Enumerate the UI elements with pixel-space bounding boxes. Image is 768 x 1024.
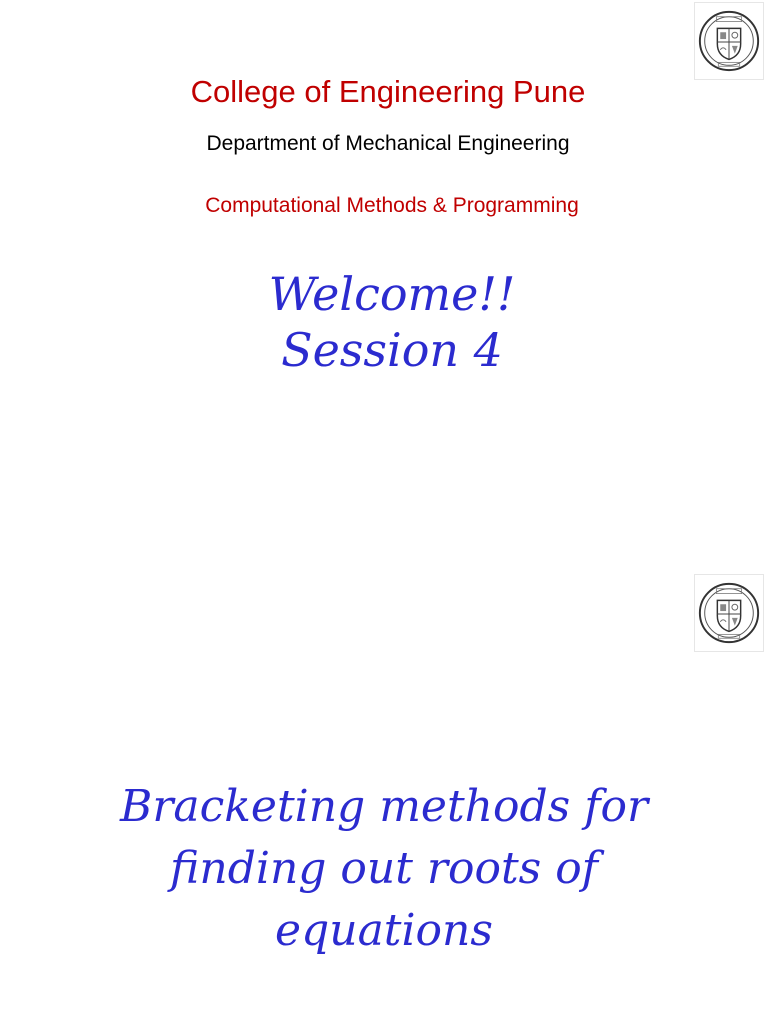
- welcome-heading: [0, 266, 768, 378]
- slide-topic: [0, 512, 768, 1024]
- topic-title-line: Bracketing methods for: [120, 781, 648, 832]
- topic-title: [30, 776, 738, 962]
- college-name: College of Engineering Pune: [190, 74, 586, 109]
- session-line: Session 4: [281, 323, 503, 377]
- welcome-line: Welcome!!: [268, 267, 516, 321]
- topic-title-line: equations: [275, 905, 493, 956]
- department-name: Department of Mechanical Engineering: [206, 132, 570, 155]
- college-crest-icon: [694, 574, 764, 652]
- topic-title-line: finding out roots of: [170, 843, 598, 894]
- course-name: Computational Methods & Programming: [205, 194, 579, 217]
- college-crest-icon: [694, 2, 764, 80]
